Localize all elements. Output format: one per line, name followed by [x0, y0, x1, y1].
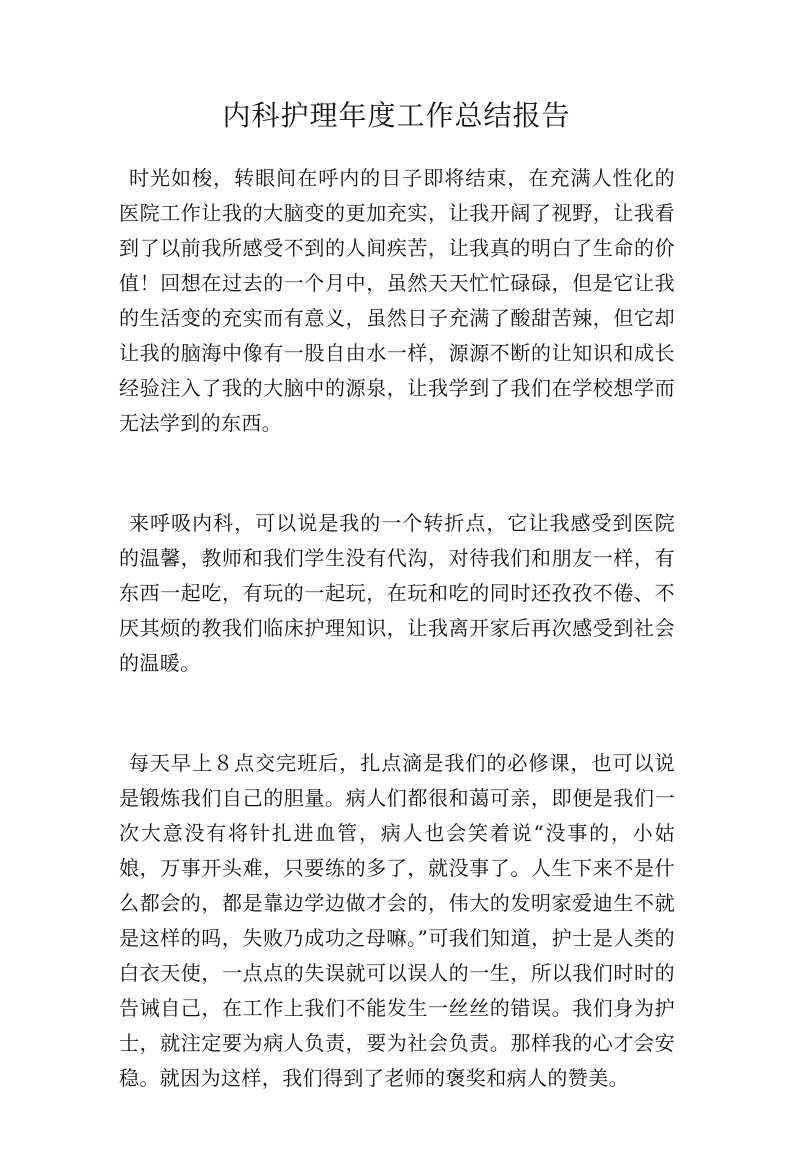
paragraph-1: 时光如梭，转眼间在呼内的日子即将结束，在充满人性化的医院工作让我的大脑变的更加充实，让我开阔了视野，让我看到了以前我所感受不到的人间疾苦，让我真的明白了生命的价值！回想在过去的一个月中，虽然天天忙忙碌碌，但是它让我的生活变的充实而有意义，虽然日子充满了酸甜苦辣，但它却让我的脑海中像有一股自由水一样，源源不断的让知识和成长经验注入了我的大脑中的源泉，让我学到了我们在学校想学而无法学到的东西。	[119, 166, 675, 435]
document-body	[119, 161, 675, 1161]
document-title: 内科护理年度工作总结报告	[222, 99, 571, 132]
paragraph-3: 每天早上８点交完班后，扎点滴是我们的必修课，也可以说是锻炼我们自己的胆量。病人们都很和蔼可亲，即便是我们一次大意没有将针扎进血管，病人也会笑着说“没事的，小姑娘，万事开头难，只要练的多了，就没事了。人生下来不是什么都会的，都是靠边学边做才会的，伟大的发明家爱迪生不就是这样的吗，失败乃成功之母嘛。”可我们知道，护士是人类的白衣天使，一点点的失误就可以误人的一生，所以我们时时的告诫自己，在工作上我们不能发生一丝丝的错误。我们身为护士，就注定要为病人负责，要为社会负责。那样我的心才会安稳。就因为这样，我们得到了老师的褒奖和病人的赞美。	[119, 751, 675, 1090]
paragraph-2: 来呼吸内科，可以说是我的一个转折点，它让我感受到医院的温馨，教师和我们学生没有代沟，对待我们和朋友一样，有东西一起吃，有玩的一起玩，在玩和吃的同时还孜孜不倦、不厌其烦的教我们临床护理知识，让我离开家后再次感受到社会的温暖。	[119, 511, 675, 675]
